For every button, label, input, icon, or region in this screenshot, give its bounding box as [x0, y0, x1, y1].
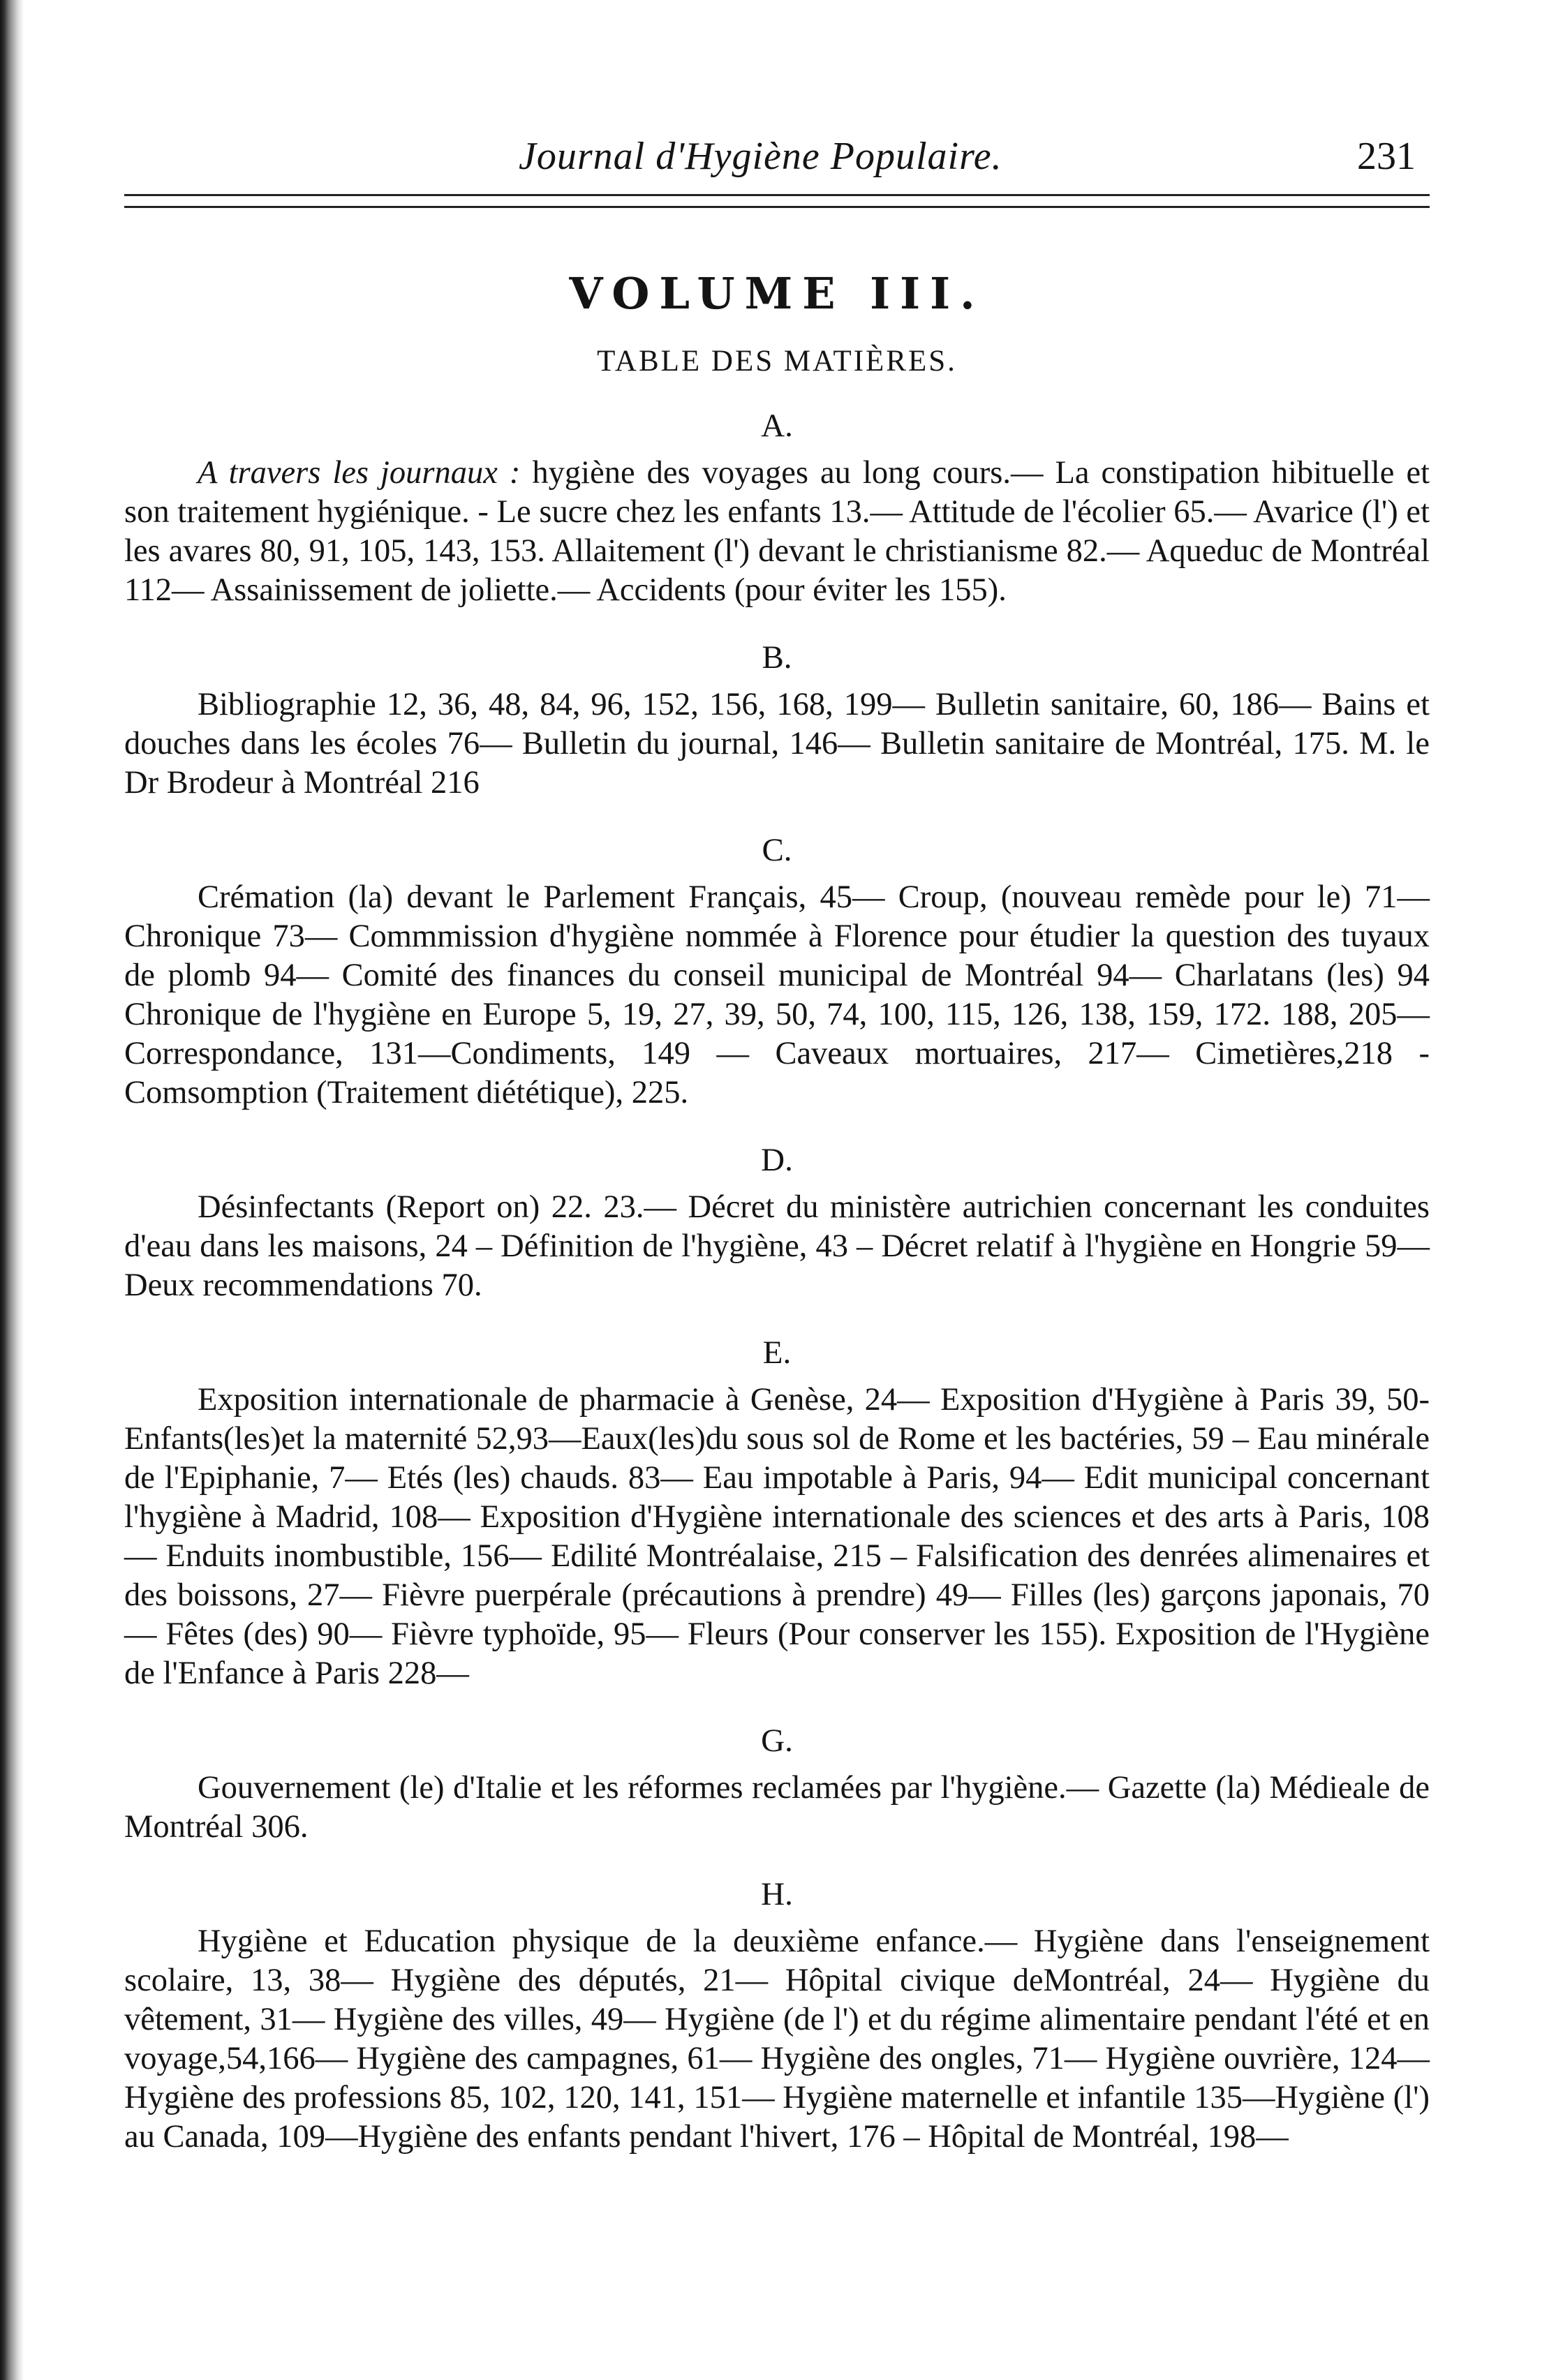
section-entries: Crémation (la) devant le Parlement Français, 45— Croup, (nouveau remède pour le) 71—Chronique 73— Commmission d'hygiène nommée à Florence pour étudier la question des tuyaux de plomb 94— Comité des finances du conseil municipal de Montréal 94— Charlatans (les) 94 Chronique de l'hygiène en Europe 5, 19, 27, 39, 50, 74, 100, 115, 126, 138, 159, 172. 188, 205—Correspondance, 131—Condiments, 149 — Caveaux mortuaires, 217— Cimetières,218 - Comsomption (Traitement diététique), 225. [124, 879, 1430, 1110]
section-entries: Gouvernement (le) d'Italie et les réformes reclamées par l'hygiène.— Gazette (la) Médieale de Montréal 306. [124, 1770, 1430, 1845]
section-e [124, 1333, 1430, 1693]
table-title: TABLE DES MATIÈRES. [597, 345, 957, 378]
section-letter: E. [762, 1334, 792, 1371]
section-letter: G. [761, 1723, 793, 1759]
section-letter: C. [762, 832, 792, 868]
section-entries: Hygiène et Education physique de la deuxième enfance.— Hygiène dans l'enseignement scolaire, 13, 38— Hygiène des députés, 21— Hôpital civique deMontréal, 24— Hygiène du vêtement, 31— Hygiène des villes, 49— Hygiène (de l') et du régime alimentaire pendant l'été et en voyage,54,166— Hygiène des campagnes, 61— Hygiène des ongles, 71— Hygiène ouvrière, 124— Hygiène des professions 85, 102, 120, 141, 151— Hygiène maternelle et infantile 135—Hygiène (l') au Canada, 109—Hygiène des enfants pendant l'hivert, 176 – Hôpital de Montréal, 198— [124, 1924, 1430, 2155]
section-letter: B. [762, 639, 792, 676]
header-double-rule [124, 194, 1430, 208]
volume-title: VOLUME III. [569, 268, 985, 319]
section-lead: A travers les journaux : [198, 455, 521, 491]
section-letter: A. [761, 408, 793, 444]
section-entries: Exposition internationale de pharmacie à Genèse, 24— Exposition d'Hygiène à Paris 39, 50- Enfants(les)et la maternité 52,93—Eaux(les)du sous sol de Rome et les bactéries, 59 – Eau minérale de l'Epiphanie, 7— Etés (les) chauds. 83— Eau impotable à Paris, 94— Edit municipal concernant l'hygiène à Madrid, 108— Exposition d'Hygiène internationale des sciences et des arts à Paris, 108— Enduits inombustible, 156— Edilité Montréalaise, 215 – Falsification des denrées alimenaires et des boissons, 27— Fièvre puerpérale (précautions à prendre) 49— Filles (les) garçons japonais, 70— Fêtes (des) 90— Fièvre typhoïde, 95— Fleurs (Pour conserver les 155). Exposition de l'Hygiène de l'Enfance à Paris 228— [124, 1382, 1430, 1691]
section-letter: H. [761, 1876, 793, 1912]
section-g [124, 1721, 1430, 1847]
running-title: Journal d'Hygiène Populaire. [519, 135, 1002, 178]
section-entries: Bibliographie 12, 36, 48, 84, 96, 152, 156, 168, 199— Bulletin sanitaire, 60, 186— Bains et douches dans les écoles 76— Bulletin du journal, 146— Bulletin sanitaire de Montréal, 175. M. le Dr Brodeur à Montréal 216 [124, 687, 1430, 801]
section-b [124, 638, 1430, 803]
section-text: hygiène des voyages au long cours.— La constipation hibituelle et son traitement hygiénique. - Le sucre chez les enfants 13.— Attitude de l'écolier 65.— Avarice (l') et les avares 80, 91, 105, 143, 153. Allaitement (l') devant le christianisme 82.— Aqueduc de Montréal 112— Assainissement de joliette.— Accidents (pour éviter les 155). [124, 455, 1430, 608]
section-d [124, 1140, 1430, 1305]
page-number: 231 [1357, 135, 1416, 178]
running-head [124, 105, 1430, 181]
scan-edge-shadow [0, 0, 24, 2380]
section-c [124, 831, 1430, 1113]
page [124, 105, 1430, 2366]
section-entries: Désinfectants (Report on) 22. 23.— Décret du ministère autrichien concernant les conduites d'eau dans les maisons, 24 – Définition de l'hygiène, 43 – Décret relatif à l'hygiène en Hongrie 59— Deux recommendations 70. [124, 1189, 1430, 1303]
section-a [124, 406, 1430, 610]
section-h [124, 1875, 1430, 2157]
section-letter: D. [761, 1142, 793, 1178]
section-entries [124, 454, 1430, 610]
